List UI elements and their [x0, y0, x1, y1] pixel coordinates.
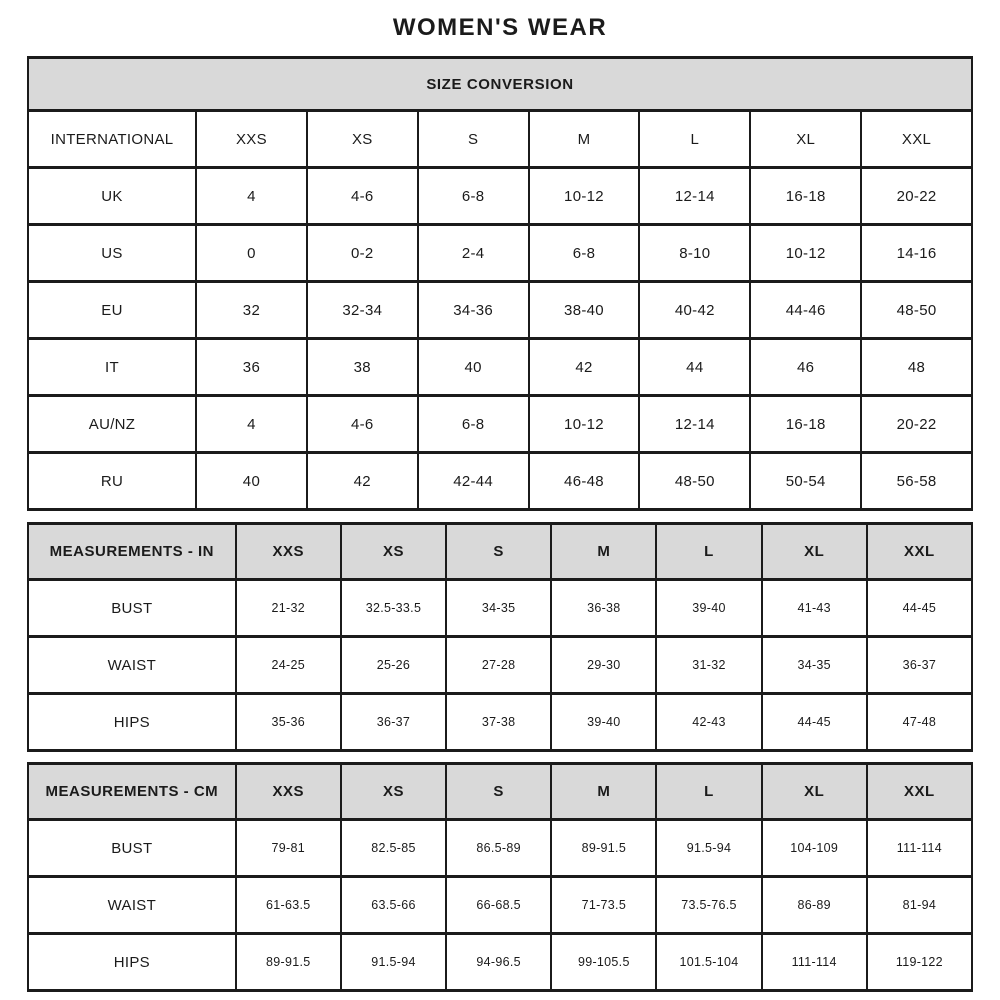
size-column-header: XXS	[236, 524, 341, 580]
cell-value: 111-114	[762, 934, 867, 991]
cell-value: 50-54	[750, 453, 861, 510]
table-row	[28, 877, 972, 934]
cell-value: 91.5-94	[656, 820, 761, 877]
row-label: WAIST	[28, 877, 236, 934]
cell-value: 46-48	[529, 453, 640, 510]
size-column-header: XS	[341, 524, 446, 580]
measurements-in-table	[27, 522, 973, 752]
cell-value: 99-105.5	[551, 934, 656, 991]
cell-value: 25-26	[341, 637, 446, 694]
cell-value: 12-14	[639, 168, 750, 225]
cell-value: 40	[418, 339, 529, 396]
cell-value: XS	[307, 111, 418, 168]
table-row	[28, 580, 972, 637]
cell-value: 0-2	[307, 225, 418, 282]
size-column-header: L	[656, 764, 761, 820]
cell-value: 42	[529, 339, 640, 396]
size-column-header: M	[551, 524, 656, 580]
cell-value: 4-6	[307, 396, 418, 453]
measurements-cm-title: MEASUREMENTS - CM	[28, 764, 236, 820]
table-row	[28, 934, 972, 991]
cell-value: 31-32	[656, 637, 761, 694]
row-label: WAIST	[28, 637, 236, 694]
cell-value: 48	[861, 339, 972, 396]
cell-value: 39-40	[656, 580, 761, 637]
cell-value: 42	[307, 453, 418, 510]
size-conversion-title: SIZE CONVERSION	[28, 58, 972, 111]
size-column-header: XL	[762, 764, 867, 820]
cell-value: 36	[196, 339, 307, 396]
row-label: UK	[28, 168, 196, 225]
cell-value: 73.5-76.5	[656, 877, 761, 934]
table-row	[28, 111, 972, 168]
measurements-cm-table	[27, 762, 973, 992]
row-label: EU	[28, 282, 196, 339]
row-label: HIPS	[28, 934, 236, 991]
table-row	[28, 637, 972, 694]
cell-value: 20-22	[861, 168, 972, 225]
cell-value: 86-89	[762, 877, 867, 934]
row-label: AU/NZ	[28, 396, 196, 453]
size-column-header: XL	[762, 524, 867, 580]
table-row	[28, 396, 972, 453]
cell-value: 89-91.5	[551, 820, 656, 877]
cell-value: 6-8	[418, 168, 529, 225]
cell-value: 48-50	[861, 282, 972, 339]
cell-value: 36-37	[341, 694, 446, 751]
cell-value: 44	[639, 339, 750, 396]
cell-value: 36-37	[867, 637, 972, 694]
cell-value: L	[639, 111, 750, 168]
cell-value: 10-12	[529, 396, 640, 453]
cell-value: 61-63.5	[236, 877, 341, 934]
cell-value: 63.5-66	[341, 877, 446, 934]
measurements-in-body	[28, 580, 972, 751]
cell-value: 34-36	[418, 282, 529, 339]
row-label: BUST	[28, 580, 236, 637]
cell-value: 101.5-104	[656, 934, 761, 991]
cell-value: 46	[750, 339, 861, 396]
cell-value: 10-12	[529, 168, 640, 225]
cell-value: 4	[196, 396, 307, 453]
cell-value: 81-94	[867, 877, 972, 934]
cell-value: 42-44	[418, 453, 529, 510]
table-row	[28, 282, 972, 339]
cell-value: 21-32	[236, 580, 341, 637]
cell-value: 4	[196, 168, 307, 225]
cell-value: 41-43	[762, 580, 867, 637]
table-row	[28, 694, 972, 751]
size-conversion-body	[28, 111, 972, 510]
cell-value: 16-18	[750, 396, 861, 453]
row-label: RU	[28, 453, 196, 510]
table-row	[28, 225, 972, 282]
size-column-header: XXL	[867, 764, 972, 820]
cell-value: 8-10	[639, 225, 750, 282]
cell-value: 94-96.5	[446, 934, 551, 991]
cell-value: 86.5-89	[446, 820, 551, 877]
size-column-header: XS	[341, 764, 446, 820]
measurements-in-title: MEASUREMENTS - IN	[28, 524, 236, 580]
cell-value: 36-38	[551, 580, 656, 637]
cell-value: 79-81	[236, 820, 341, 877]
cell-value: 38-40	[529, 282, 640, 339]
cell-value: 29-30	[551, 637, 656, 694]
measurements-cm-body	[28, 820, 972, 991]
size-column-header: XXL	[867, 524, 972, 580]
size-column-header: XXS	[236, 764, 341, 820]
cell-value: 27-28	[446, 637, 551, 694]
cell-value: S	[418, 111, 529, 168]
cell-value: XXL	[861, 111, 972, 168]
cell-value: 35-36	[236, 694, 341, 751]
cell-value: 32	[196, 282, 307, 339]
cell-value: 44-46	[750, 282, 861, 339]
cell-value: 34-35	[446, 580, 551, 637]
cell-value: 12-14	[639, 396, 750, 453]
cell-value: 38	[307, 339, 418, 396]
measurements-in-header-row	[28, 524, 972, 580]
table-row	[28, 339, 972, 396]
cell-value: 32.5-33.5	[341, 580, 446, 637]
cell-value: 89-91.5	[236, 934, 341, 991]
table-row	[28, 820, 972, 877]
cell-value: 4-6	[307, 168, 418, 225]
cell-value: XXS	[196, 111, 307, 168]
cell-value: 6-8	[418, 396, 529, 453]
cell-value: 48-50	[639, 453, 750, 510]
cell-value: M	[529, 111, 640, 168]
measurements-cm-header-row	[28, 764, 972, 820]
cell-value: 39-40	[551, 694, 656, 751]
cell-value: 14-16	[861, 225, 972, 282]
cell-value: 47-48	[867, 694, 972, 751]
size-column-header: L	[656, 524, 761, 580]
size-column-header: S	[446, 524, 551, 580]
page-title: WOMEN'S WEAR	[392, 14, 608, 41]
cell-value: 2-4	[418, 225, 529, 282]
cell-value: 56-58	[861, 453, 972, 510]
size-conversion-table	[27, 56, 973, 511]
cell-value: XL	[750, 111, 861, 168]
row-label: HIPS	[28, 694, 236, 751]
cell-value: 44-45	[867, 580, 972, 637]
row-label: US	[28, 225, 196, 282]
row-label: BUST	[28, 820, 236, 877]
cell-value: 82.5-85	[341, 820, 446, 877]
table-row	[28, 168, 972, 225]
cell-value: 42-43	[656, 694, 761, 751]
cell-value: 20-22	[861, 396, 972, 453]
cell-value: 24-25	[236, 637, 341, 694]
size-column-header: M	[551, 764, 656, 820]
cell-value: 6-8	[529, 225, 640, 282]
cell-value: 16-18	[750, 168, 861, 225]
cell-value: 44-45	[762, 694, 867, 751]
cell-value: 40-42	[639, 282, 750, 339]
row-label: INTERNATIONAL	[28, 111, 196, 168]
size-conversion-header-row	[28, 58, 972, 111]
cell-value: 32-34	[307, 282, 418, 339]
row-label: IT	[28, 339, 196, 396]
cell-value: 104-109	[762, 820, 867, 877]
cell-value: 71-73.5	[551, 877, 656, 934]
cell-value: 91.5-94	[341, 934, 446, 991]
cell-value: 0	[196, 225, 307, 282]
cell-value: 40	[196, 453, 307, 510]
cell-value: 37-38	[446, 694, 551, 751]
cell-value: 34-35	[762, 637, 867, 694]
cell-value: 111-114	[867, 820, 972, 877]
size-column-header: S	[446, 764, 551, 820]
cell-value: 10-12	[750, 225, 861, 282]
table-row	[28, 453, 972, 510]
cell-value: 119-122	[867, 934, 972, 991]
cell-value: 66-68.5	[446, 877, 551, 934]
